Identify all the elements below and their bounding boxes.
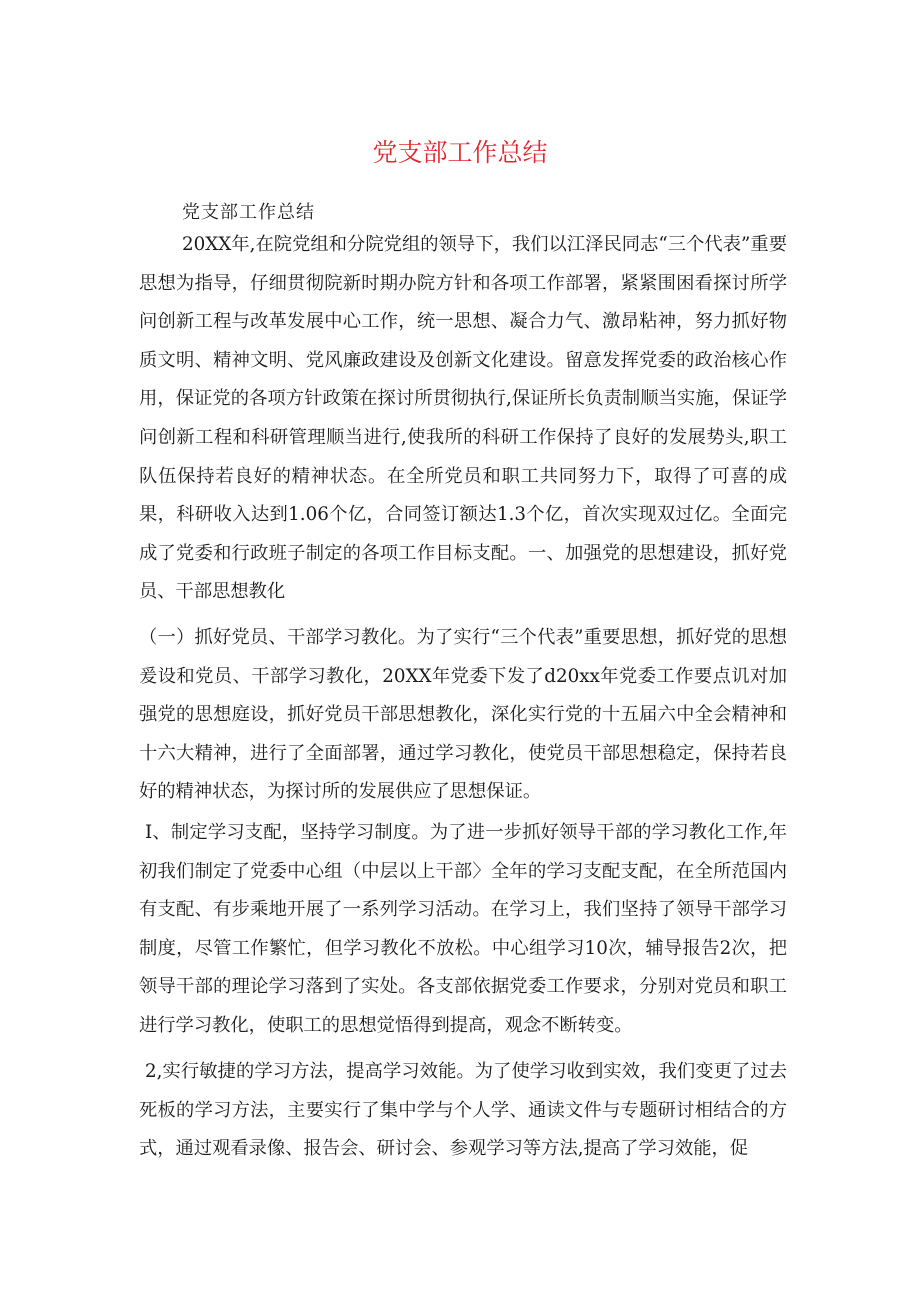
body-paragraph: 20XX年,在院党组和分院党组的领导下，我们以江泽民同志“三个代表”重要思想为指导，仔细贯彻院新时期办院方针和各项工作部署，紧紧围困看探讨所学问创新工程与改革发展中心工作，统一思想、凝合力气、激昂粘神，努力抓好物质文明、精神文明、党风廉政建设及创新文化建设。留意发挥党委的政治核心作用，保证党的各项方针政策在探讨所贯彻执行,保证所长负责制顺当实施，保证学问创新工程和科研管理顺当进行,使我所的科研工作保持了良好的发展势头,职工队伍保持若良好的精神状态。在全所党员和职工共同努力下，取得了可喜的成果，科研收入达到1.06个亿，合同签订额达1.3个亿，首次实现双过亿。全面完成了党委和行政班子制定的各项工作目标支配。一、加强党的思想建设，抓好党员、干部思想教化 [139,234,787,603]
body-paragraph: （一）抓好党员、干部学习教化。为了实行“三个代表”重要思想，抓好党的思想爰设和党员、干部学习教化，20XX年党委下发了d20xx年党委工作要点讥对加强党的思想庭设，抓好党员干部思想教化，深化实行党的十五届六中全会精神和十六大精神，进行了全面部署，通过学习教化，使党员干部思想稳定，保持若良好的精神状态，为探讨所的发展供应了思想保证。 [139,627,787,803]
document-title: 党支部工作总结 [372,138,548,167]
document-subtitle: 党支部工作总结 [182,202,315,223]
body-paragraph: 2,实行敏捷的学习方法，提高学习效能。为了使学习收到实效，我们变更了过去死板的学习方法，主要实行了集中学与个人学、通读文件与专题研讨相结合的方式，通过观看录像、报告会、研讨会、参观学习等方法,提高了学习效能，促 [139,1061,787,1160]
body-paragraph: I、制定学习支配，坚持学习制度。为了进一步抓好领导干部的学习教化工作,年初我们制定了党委中心组（中层以上干部〉全年的学习支配支配，在全所范国内有支配、有步乘地开展了一系列学习活动。在学习上，我们坚持了领导干部学习制度，尽管工作繁忙，但学习教化不放松。中心组学习10次，辅导报告2次，把领导干部的理论学习落到了实处。各支部依据党委工作要求，分别对党员和职工进行学习教化，使职工的思想觉悟得到提高，观念不断转变。 [139,822,787,1036]
